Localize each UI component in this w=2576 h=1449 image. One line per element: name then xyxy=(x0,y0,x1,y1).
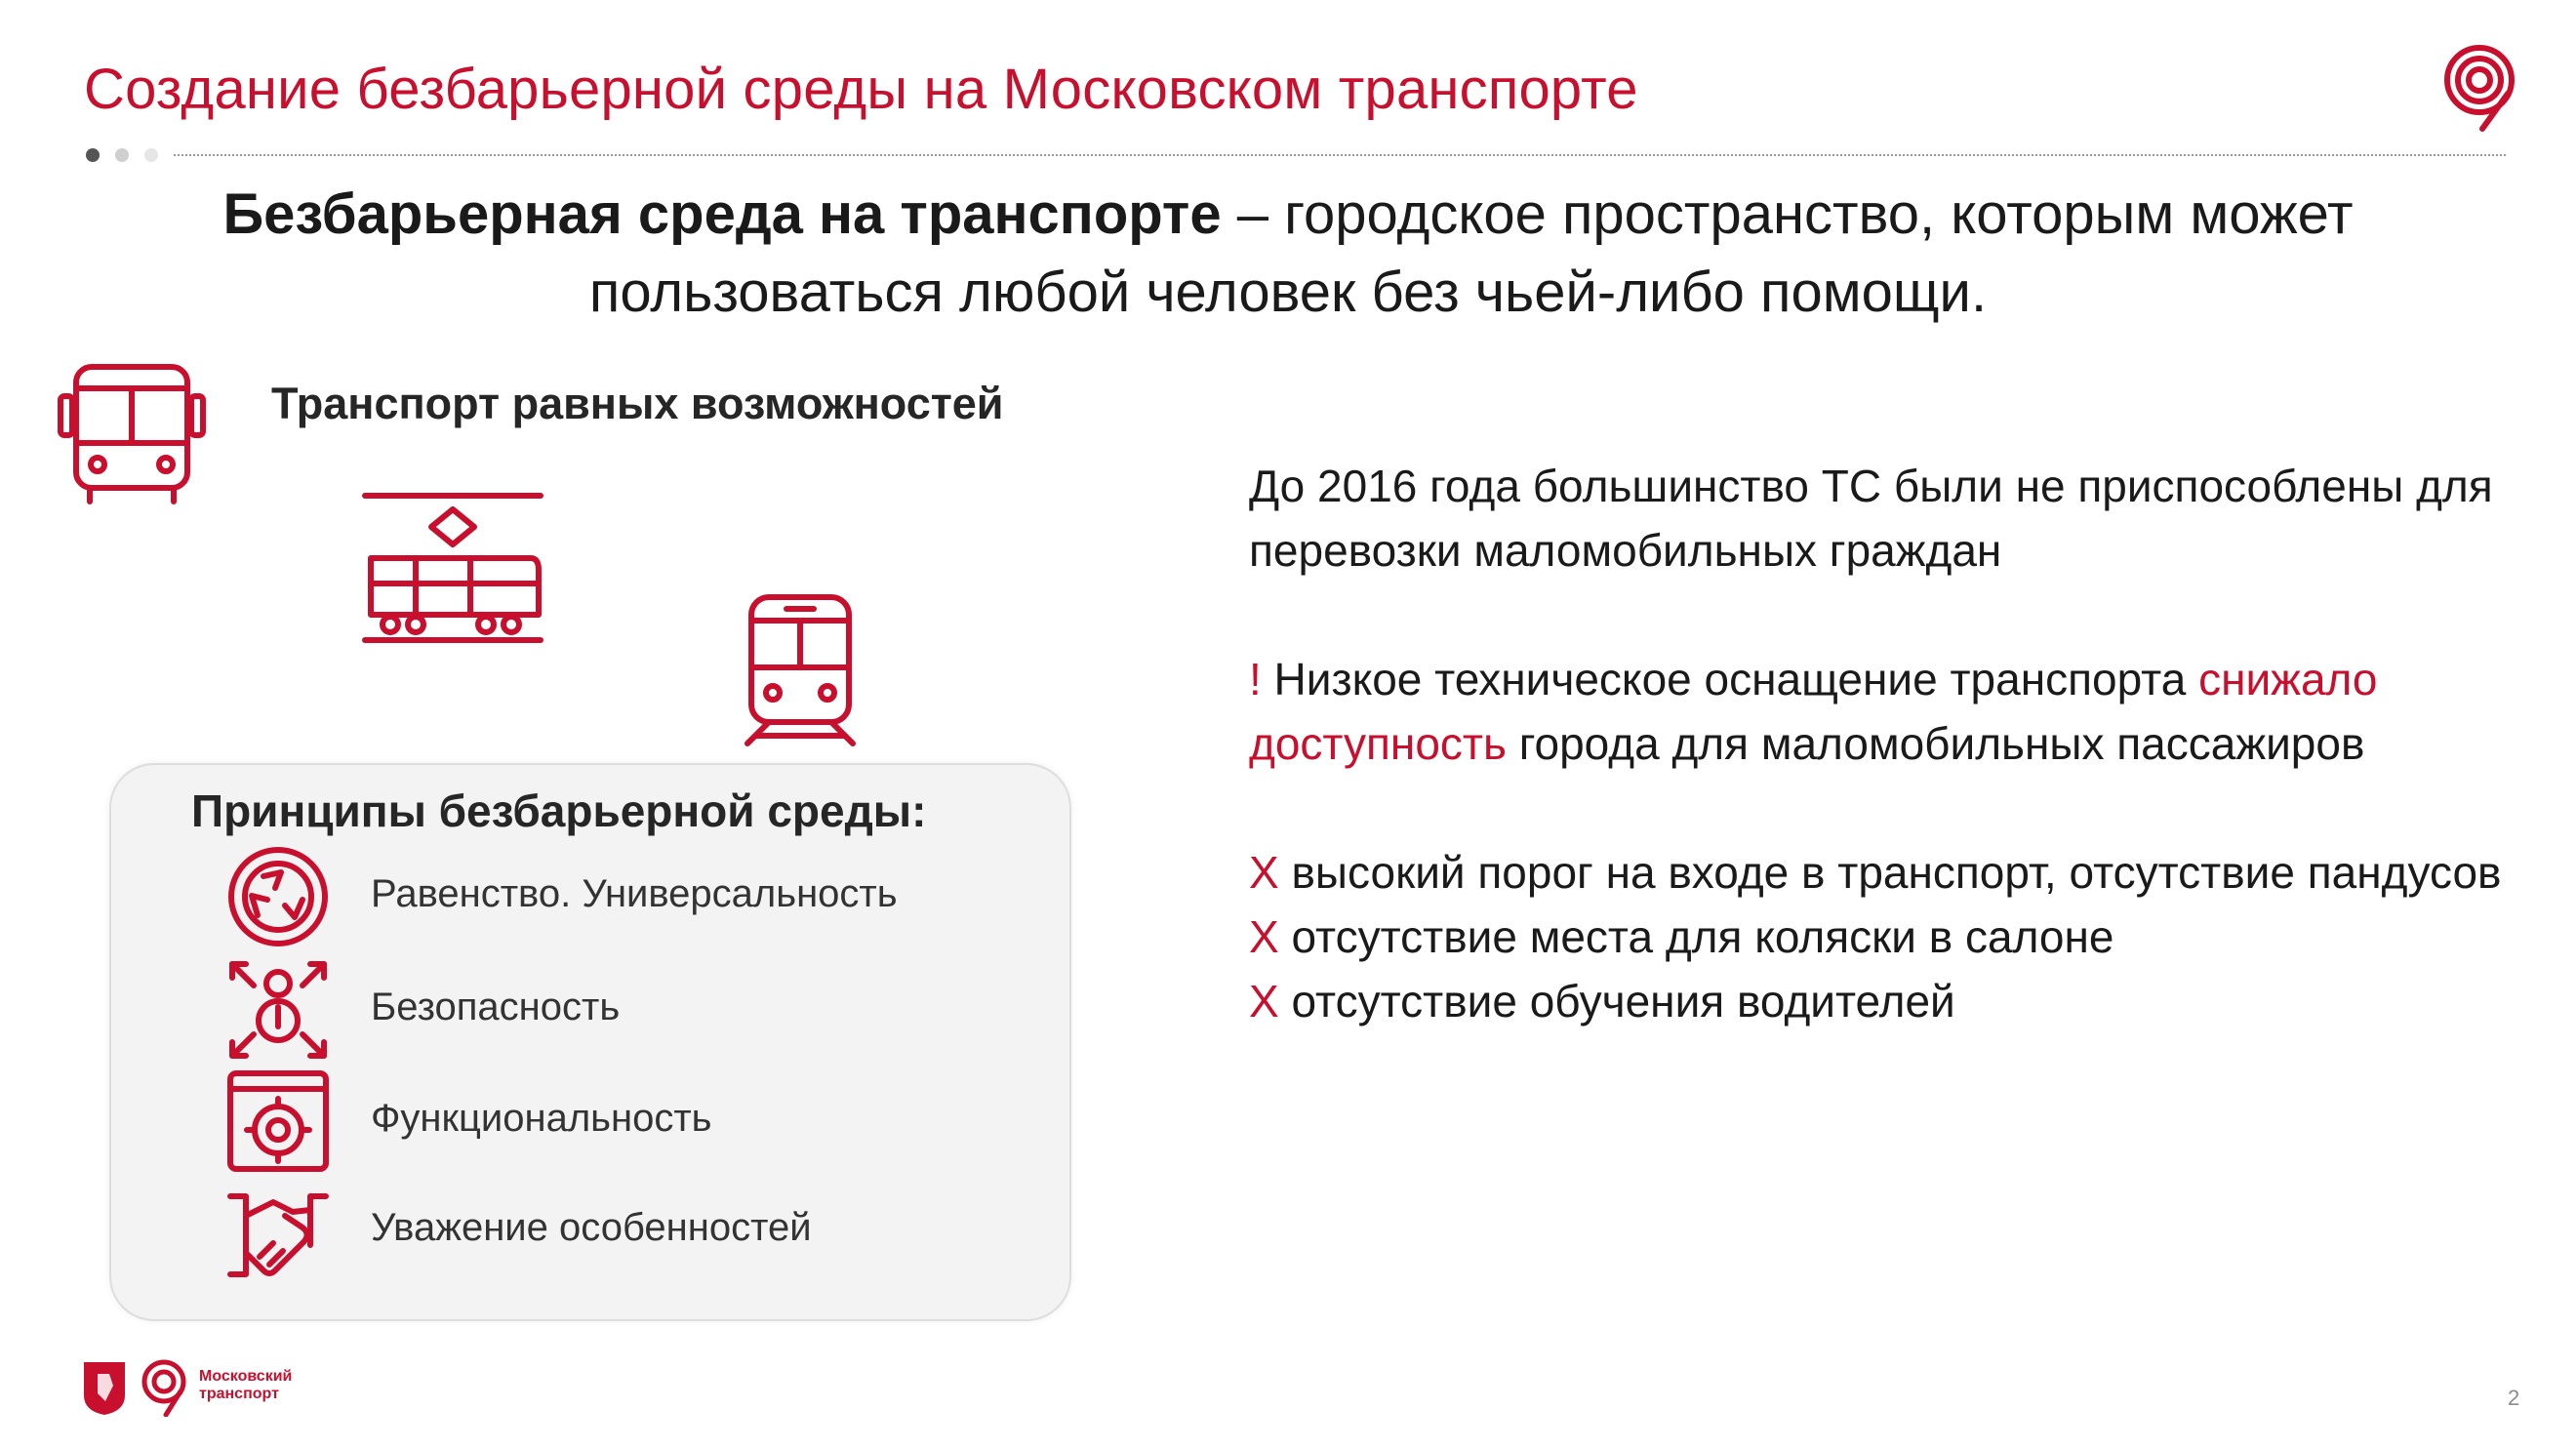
definition-term: Безбарьерная среда на транспорте xyxy=(222,182,1222,246)
problem-item xyxy=(1249,905,2556,969)
warning-mark: ! xyxy=(1249,654,1262,704)
metro-train-icon xyxy=(734,591,866,747)
footer-brand xyxy=(199,1368,292,1403)
footer-brand-line-2: транспорт xyxy=(199,1386,279,1402)
footer-brand-line-1: Московский xyxy=(199,1368,293,1385)
definition-block xyxy=(117,176,2459,332)
spacer xyxy=(1249,583,2556,647)
principle-item-safety xyxy=(111,956,1069,1064)
problem-item xyxy=(1249,969,2556,1033)
principle-label: Функциональность xyxy=(371,1097,712,1140)
progress-dot-1 xyxy=(86,148,100,162)
warning-paragraph xyxy=(1249,647,2556,776)
principle-item-equality xyxy=(111,843,1069,950)
header-divider xyxy=(174,154,2506,156)
warning-text-pre: Низкое техническое оснащение транспорта xyxy=(1261,654,2199,704)
slide-title: Создание безбарьерной среды на Московском транспорте xyxy=(84,58,1638,121)
principles-panel xyxy=(109,763,1071,1321)
cross-mark: Х xyxy=(1249,976,1279,1026)
progress-dot-2 xyxy=(115,148,129,162)
problem-text: высокий порог на входе в транспорт, отсутствие пандусов xyxy=(1278,847,2502,898)
definition-line-1 xyxy=(117,176,2459,254)
definition-text-1: городское пространство, которым может xyxy=(1284,182,2354,246)
spacer xyxy=(1249,776,2556,840)
bus-icon xyxy=(55,361,209,505)
safety-person-arrows-icon xyxy=(224,956,332,1064)
problem-text: отсутствие места для коляски в салоне xyxy=(1278,911,2114,962)
page-number: 2 xyxy=(2508,1386,2520,1410)
transport-subtitle: Транспорт равных возможностей xyxy=(271,379,1004,428)
definition-dash: – xyxy=(1221,182,1285,246)
progress-dot-3 xyxy=(144,148,158,162)
tram-icon xyxy=(361,488,544,646)
principle-label: Уважение особенностей xyxy=(371,1206,812,1249)
recycle-circle-icon xyxy=(224,843,332,950)
cross-mark: Х xyxy=(1249,911,1279,962)
principle-item-functionality xyxy=(111,1067,1069,1175)
problems-text-block xyxy=(1249,454,2556,1033)
warning-text-post: города для маломобильных пассажиров xyxy=(1506,718,2365,769)
metro-logo-icon xyxy=(144,1362,183,1415)
principle-label: Безопасность xyxy=(371,986,621,1028)
handshake-icon xyxy=(224,1177,332,1284)
gear-window-icon xyxy=(224,1067,332,1175)
footer-logos xyxy=(80,1356,195,1417)
principle-label: Равенство. Универсальность xyxy=(371,872,898,915)
principle-item-respect xyxy=(111,1177,1069,1284)
principles-title: Принципы безбарьерной среды: xyxy=(191,785,927,836)
problem-item xyxy=(1249,840,2556,905)
history-paragraph: До 2016 года большинство ТС были не приспособлены для перевозки маломобильных граждан xyxy=(1249,461,2493,576)
definition-line-2: пользоваться любой человек без чьей-либо помощи. xyxy=(588,261,1988,324)
cross-mark: Х xyxy=(1249,847,1279,898)
moscow-transport-logo-icon xyxy=(2437,43,2521,133)
warning-highlight: снижало доступность xyxy=(1249,654,2378,769)
moscow-coat-of-arms-icon xyxy=(84,1362,125,1415)
problem-text: отсутствие обучения водителей xyxy=(1278,976,1955,1026)
